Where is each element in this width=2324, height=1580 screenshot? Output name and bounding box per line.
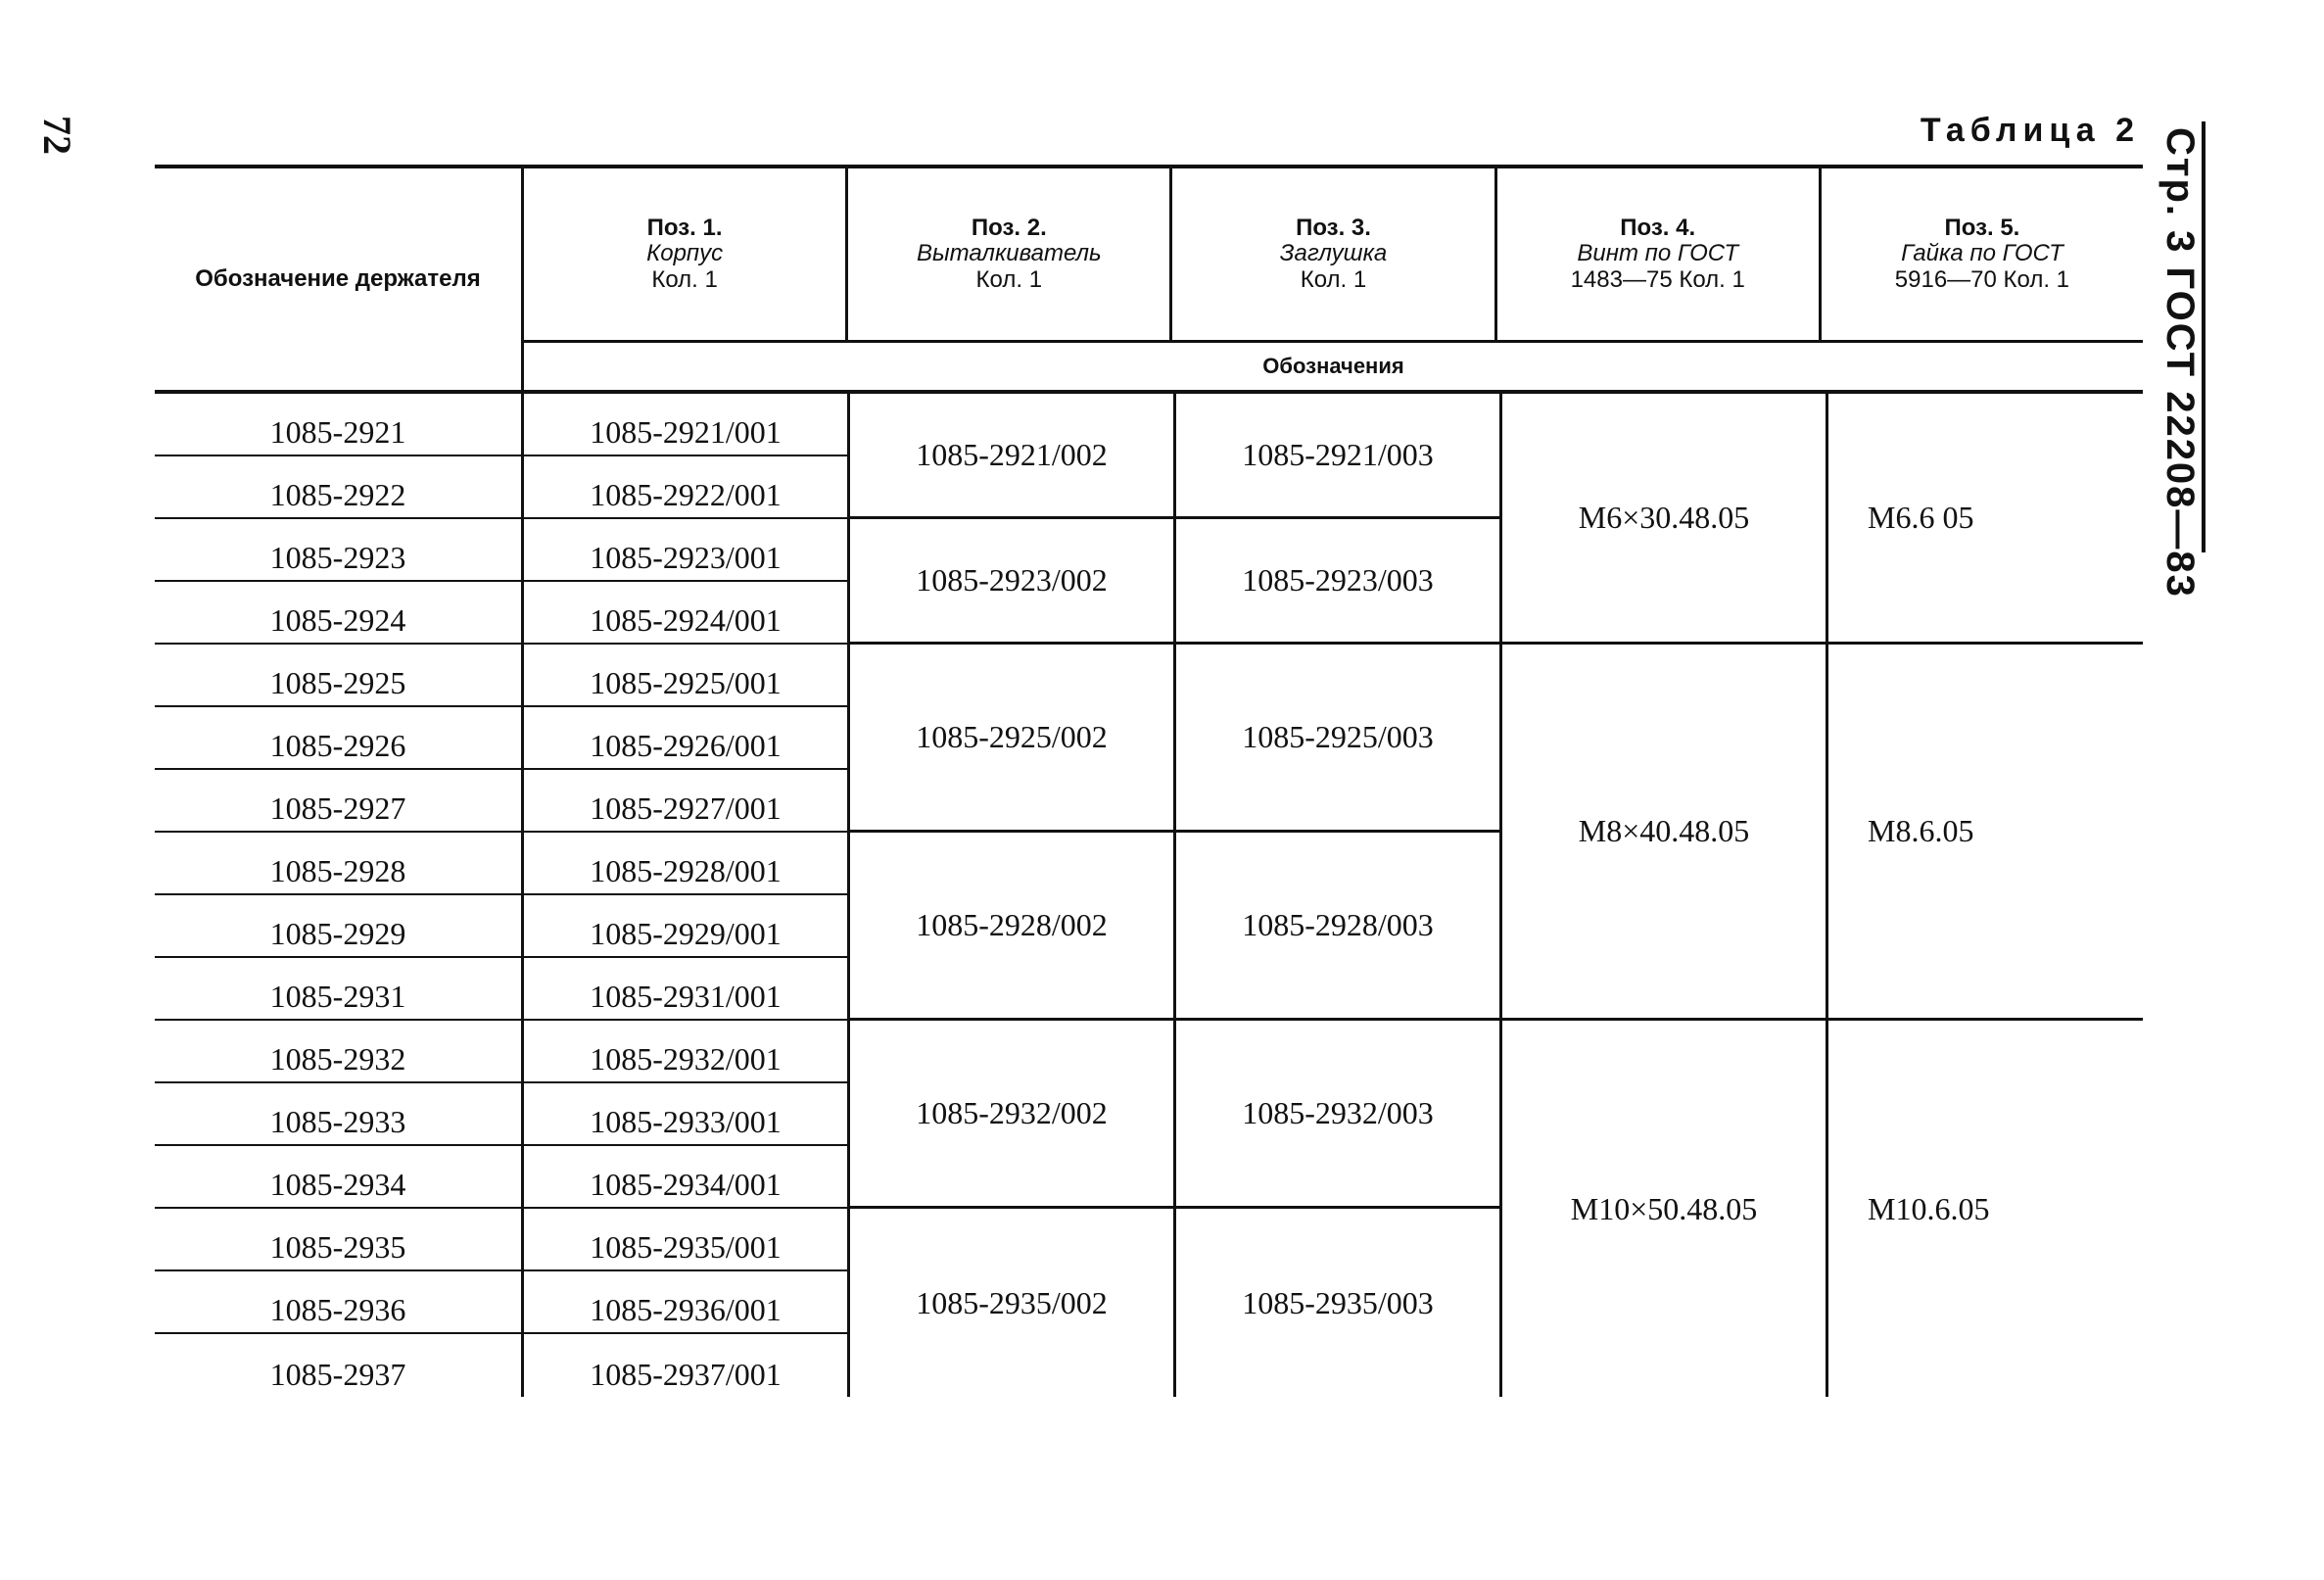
- header-part-name: Выталкиватель: [916, 240, 1102, 267]
- plug-cell: 1085-2932/003: [1176, 1021, 1499, 1209]
- header-pos-label: Поз. 4.: [1620, 214, 1696, 241]
- header-pos-4: [1497, 168, 1822, 340]
- body-cell: 1085-2926/001: [524, 707, 847, 770]
- header-part-name: Винт по ГОСТ: [1577, 240, 1738, 267]
- table-header: [155, 168, 2143, 394]
- header-pos-5: [1822, 168, 2143, 340]
- side-header: Стр. 3 ГОСТ 22208—83: [2158, 127, 2202, 598]
- holder-cell: 1085-2924: [155, 582, 521, 645]
- holder-cell: 1085-2926: [155, 707, 521, 770]
- header-qty: Кол. 1: [975, 265, 1043, 293]
- body-cell: 1085-2933/001: [524, 1083, 847, 1146]
- header-pos-label: Поз. 3.: [1296, 214, 1371, 241]
- header-designations: Обозначения: [1262, 354, 1404, 378]
- body-cell: 1085-2924/001: [524, 582, 847, 645]
- page-number: 72: [35, 116, 79, 155]
- side-rule: [2202, 121, 2205, 552]
- header-holder: Обозначение держателя: [155, 168, 524, 390]
- screw-cell: M8×40.48.05: [1502, 645, 1826, 1021]
- holder-cell: 1085-2923: [155, 519, 521, 582]
- ejector-cell: 1085-2932/002: [850, 1021, 1173, 1209]
- table-body: [155, 394, 2143, 1397]
- body-cell: 1085-2925/001: [524, 645, 847, 707]
- plug-cell: 1085-2925/003: [1176, 645, 1499, 833]
- plug-cell: 1085-2921/003: [1176, 394, 1499, 519]
- body-cell: 1085-2922/001: [524, 456, 847, 519]
- body-cell: 1085-2934/001: [524, 1146, 847, 1209]
- body-cell: 1085-2935/001: [524, 1209, 847, 1271]
- body-cell: 1085-2927/001: [524, 770, 847, 833]
- nut-column: [1828, 394, 2143, 1397]
- body-cell: 1085-2932/001: [524, 1021, 847, 1083]
- table-caption: Таблица 2: [1920, 112, 2140, 149]
- header-part-name: Заглушка: [1279, 240, 1388, 267]
- plug-cell: 1085-2935/003: [1242, 1284, 1434, 1320]
- header-pos-2: [848, 168, 1172, 340]
- screw-cell: M6×30.48.05: [1502, 394, 1826, 645]
- spec-table: [155, 165, 2143, 1397]
- holder-cell: 1085-2927: [155, 770, 521, 833]
- holder-cell: 1085-2937: [269, 1357, 406, 1392]
- holder-cell: 1085-2921: [155, 394, 521, 456]
- header-qty: Кол. 1: [651, 265, 718, 293]
- body-cell: 1085-2921/001: [524, 394, 847, 456]
- header-pos-label: Поз. 5.: [1944, 214, 2020, 241]
- header-pos-label: Поз. 2.: [971, 214, 1047, 241]
- body-column: [524, 394, 850, 1397]
- ejector-cell: 1085-2923/002: [850, 519, 1173, 645]
- body-cell: 1085-2929/001: [524, 895, 847, 958]
- header-pos-label: Поз. 1.: [646, 214, 723, 241]
- header-qty: Кол. 1: [1300, 265, 1367, 293]
- nut-cell: M6.6 05: [1828, 394, 2143, 645]
- header-pos-1: [524, 168, 848, 340]
- ejector-column: [850, 394, 1176, 1397]
- body-cell: 1085-2923/001: [524, 519, 847, 582]
- ejector-cell: 1085-2928/002: [850, 833, 1173, 1021]
- holder-cell: 1085-2932: [155, 1021, 521, 1083]
- plug-cell: 1085-2923/003: [1176, 519, 1499, 645]
- body-cell: 1085-2937/001: [590, 1357, 782, 1392]
- header-qty: 5916—70 Кол. 1: [1894, 265, 2070, 293]
- nut-cell: M8.6.05: [1828, 645, 2143, 1021]
- header-qty: 1483—75 Кол. 1: [1570, 265, 1745, 293]
- holder-cell: 1085-2929: [155, 895, 521, 958]
- holder-cell: 1085-2936: [155, 1271, 521, 1334]
- header-part-name: Корпус: [646, 240, 724, 267]
- nut-cell: M10.6.05: [1868, 1190, 1990, 1226]
- holder-cell: 1085-2935: [155, 1209, 521, 1271]
- holder-cell: 1085-2933: [155, 1083, 521, 1146]
- header-part-name: Гайка по ГОСТ: [1901, 240, 2063, 267]
- screw-cell: M10×50.48.05: [1570, 1190, 1758, 1226]
- holder-cell: 1085-2934: [155, 1146, 521, 1209]
- holder-cell: 1085-2931: [155, 958, 521, 1021]
- plug-cell: 1085-2928/003: [1176, 833, 1499, 1021]
- ejector-cell: 1085-2925/002: [850, 645, 1173, 833]
- holder-cell: 1085-2928: [155, 833, 521, 895]
- header-pos-3: [1172, 168, 1496, 340]
- body-cell: 1085-2936/001: [524, 1271, 847, 1334]
- holder-cell: 1085-2922: [155, 456, 521, 519]
- body-cell: 1085-2931/001: [524, 958, 847, 1021]
- plug-column: [1176, 394, 1502, 1397]
- holder-cell: 1085-2925: [155, 645, 521, 707]
- ejector-cell: 1085-2935/002: [916, 1284, 1108, 1320]
- screw-column: [1502, 394, 1828, 1397]
- holder-column: [155, 394, 524, 1397]
- ejector-cell: 1085-2921/002: [850, 394, 1173, 519]
- body-cell: 1085-2928/001: [524, 833, 847, 895]
